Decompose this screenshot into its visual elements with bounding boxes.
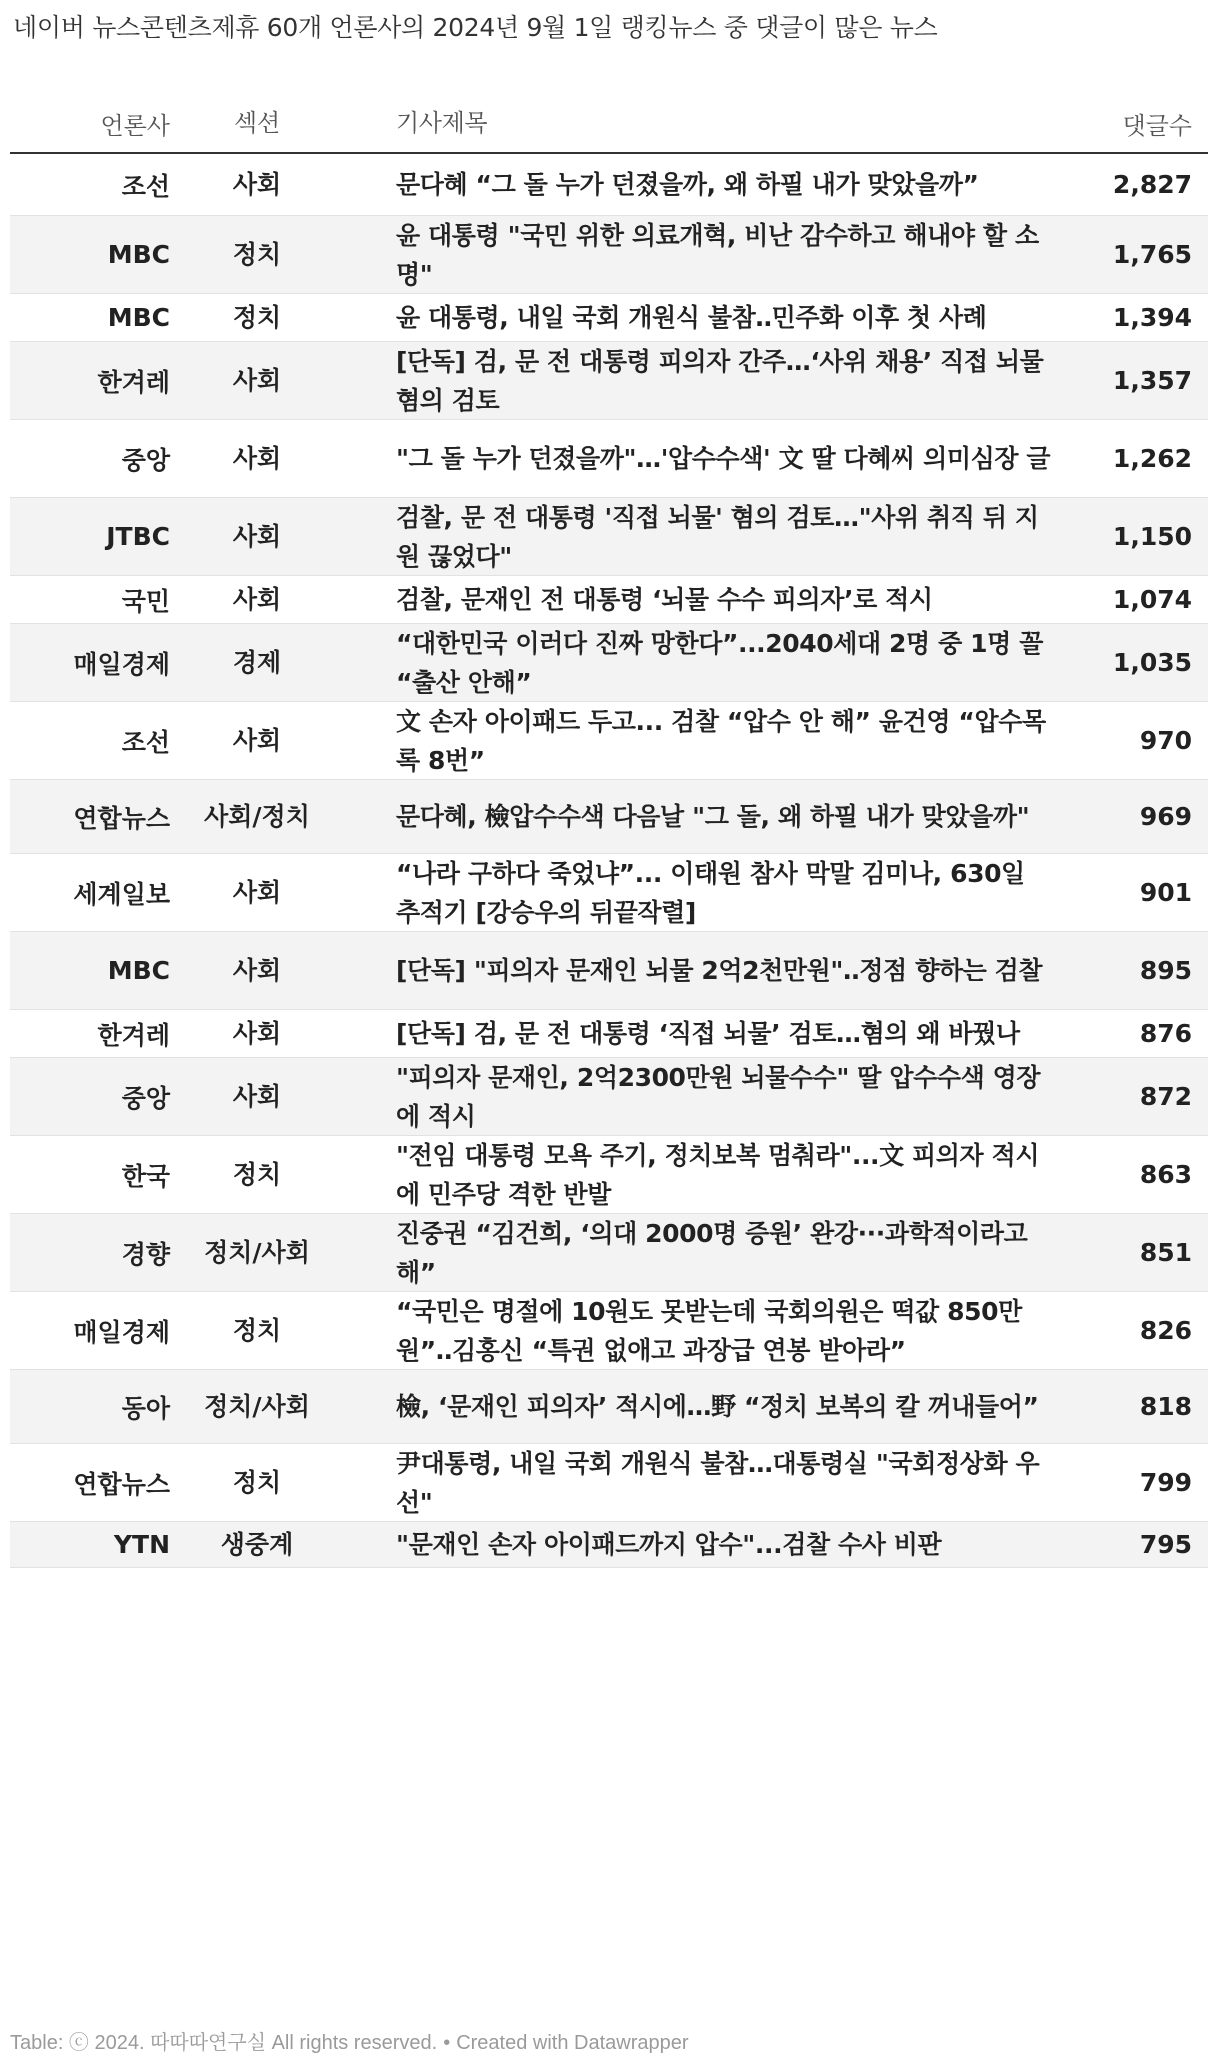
cell-outlet: 동아: [121, 1393, 170, 1423]
header-outlet: 언론사: [100, 111, 170, 140]
cell-comments: 1,394: [1112, 303, 1192, 332]
cell-outlet: 중앙: [121, 445, 170, 475]
cell-section: 경제: [232, 647, 282, 677]
cell-headline: "그 돌 누가 던졌을까"…'압수수색' 文 딸 다혜씨 의미심장 글: [396, 444, 1051, 473]
cell-section: 사회: [232, 955, 282, 985]
cell-headline: [단독] 검, 문 전 대통령 ‘직접 뇌물’ 검토…혐의 왜 바꿨나: [396, 1019, 1020, 1048]
cell-comments: 876: [1139, 1019, 1192, 1048]
cell-headline: "전임 대통령 모욕 주기, 정치보복 멈춰라"...文 피의자 적시에 민주당 격한 반발: [396, 1140, 1040, 1209]
cell-section: 정치: [232, 239, 282, 269]
table-row: [10, 1136, 1208, 1214]
cell-headline: 검찰, 문 전 대통령 '직접 뇌물' 혐의 검토…"사위 취직 뒤 지원 끊었다": [396, 502, 1039, 571]
cell-headline: 윤 대통령, 내일 국회 개원식 불참‥민주화 이후 첫 사례: [396, 303, 987, 332]
cell-headline: "문재인 손자 아이패드까지 압수"...검찰 수사 비판: [396, 1530, 942, 1559]
cell-section: 사회/정치: [204, 801, 310, 831]
cell-headline: “국민은 명절에 10원도 못받는데 국회의원은 떡값 850만원”‥김홍신 “특권 없애고 과장급 연봉 받아라”: [396, 1296, 1022, 1365]
cell-section: 사회: [232, 1081, 282, 1111]
cell-headline: 진중권 “김건희, ‘의대 2000명 증원’ 완강···과학적이라고 해”: [396, 1218, 1028, 1287]
cell-section: 정치: [232, 1159, 282, 1189]
cell-comments: 1,357: [1112, 366, 1192, 395]
cell-outlet: 조선: [121, 171, 170, 201]
cell-headline: “나라 구하다 죽었냐”... 이태원 참사 막말 김미나, 630일 추적기 [강승우의 뒤끝작렬]: [396, 858, 1025, 927]
cell-section: 정치: [232, 1315, 282, 1345]
cell-comments: 1,765: [1112, 240, 1192, 269]
cell-section: 정치: [232, 1467, 282, 1497]
cell-headline: 검찰, 문재인 전 대통령 ‘뇌물 수수 피의자’로 적시: [396, 585, 933, 614]
cell-headline: 윤 대통령 "국민 위한 의료개혁, 비난 감수하고 해내야 할 소명": [396, 220, 1039, 289]
table-row: [10, 420, 1208, 498]
cell-section: 생중계: [220, 1529, 294, 1559]
table-row: [10, 702, 1208, 780]
cell-comments: 2,827: [1112, 170, 1192, 199]
cell-comments: 872: [1139, 1082, 1192, 1111]
table-row: [10, 1370, 1208, 1444]
table-row: [10, 216, 1208, 294]
cell-section: 사회: [232, 365, 282, 395]
cell-comments: 826: [1139, 1316, 1192, 1345]
table-row: [10, 154, 1208, 216]
cell-headline: "피의자 문재인, 2억2300만원 뇌물수수" 딸 압수수색 영장에 적시: [396, 1062, 1041, 1131]
table-row: [10, 1444, 1208, 1522]
footer: [10, 2026, 689, 2055]
table-body: [10, 154, 1208, 1568]
cell-comments: 1,074: [1112, 585, 1192, 614]
cell-section: 사회: [232, 584, 282, 614]
cell-outlet: 매일경제: [73, 649, 170, 679]
cell-section: 정치/사회: [204, 1391, 310, 1421]
cell-section: 정치: [232, 302, 282, 332]
cell-section: 사회: [232, 877, 282, 907]
cell-outlet: 한겨레: [97, 1020, 170, 1050]
cell-outlet: YTN: [113, 1530, 170, 1559]
cell-headline: 尹대통령, 내일 국회 개원식 불참…대통령실 "국회정상화 우선": [396, 1448, 1040, 1517]
table-row: [10, 576, 1208, 624]
cell-outlet: 경향: [121, 1239, 170, 1269]
table-row: [10, 294, 1208, 342]
cell-outlet: 연합뉴스: [73, 803, 170, 833]
cell-outlet: MBC: [107, 240, 170, 269]
cell-headline: [단독] "피의자 문재인 뇌물 2억2천만원"‥정점 향하는 검찰: [396, 956, 1043, 985]
cell-outlet: MBC: [107, 303, 170, 332]
cell-section: 사회: [232, 725, 282, 755]
cell-outlet: MBC: [107, 956, 170, 985]
cell-comments: 1,150: [1112, 522, 1192, 551]
cell-outlet: 세계일보: [73, 879, 170, 909]
footer-separator: •: [443, 2032, 451, 2054]
cell-comments: 970: [1139, 726, 1192, 755]
table-row: [10, 1058, 1208, 1136]
cell-comments: 818: [1139, 1392, 1192, 1421]
cell-headline: [단독] 검, 문 전 대통령 피의자 간주…‘사위 채용’ 직접 뇌물 혐의 검토: [396, 346, 1044, 415]
header-section: 섹션: [233, 109, 281, 137]
cell-comments: 1,035: [1112, 648, 1192, 677]
cell-headline: 文 손자 아이패드 두고... 검찰 “압수 안 해” 윤건영 “압수목록 8번”: [396, 706, 1046, 775]
cell-outlet: 중앙: [121, 1083, 170, 1113]
cell-comments: 895: [1139, 956, 1192, 985]
header-headline: 기사제목: [396, 108, 488, 137]
table-row: [10, 1010, 1208, 1058]
ranking-table: [10, 94, 1208, 1568]
table-row: [10, 1522, 1208, 1568]
cell-comments: 901: [1139, 878, 1192, 907]
table-row: [10, 932, 1208, 1010]
cell-outlet: 한국: [121, 1161, 170, 1191]
cell-outlet: 국민: [121, 586, 170, 616]
cell-outlet: 연합뉴스: [73, 1469, 170, 1499]
cell-comments: 969: [1139, 802, 1192, 831]
cell-section: 사회: [232, 443, 282, 473]
cell-comments: 863: [1139, 1160, 1192, 1189]
table-header: [10, 94, 1208, 154]
table-row: [10, 780, 1208, 854]
table-row: [10, 1292, 1208, 1370]
cell-section: 사회: [232, 1018, 282, 1048]
table-row: [10, 624, 1208, 702]
cell-comments: 799: [1139, 1468, 1192, 1497]
cell-comments: 1,262: [1112, 444, 1192, 473]
table-row: [10, 854, 1208, 932]
footer-created-with[interactable]: Created with Datawrapper: [456, 2032, 689, 2054]
table-row: [10, 498, 1208, 576]
cell-headline: 檢, ‘문재인 피의자’ 적시에…野 “정치 보복의 칼 꺼내들어”: [396, 1392, 1039, 1421]
table-row: [10, 342, 1208, 420]
cell-section: 사회: [232, 521, 282, 551]
cell-headline: 문다혜 “그 돌 누가 던졌을까, 왜 하필 내가 맞았을까”: [396, 170, 979, 199]
cell-outlet: JTBC: [106, 522, 170, 551]
footer-credit: Table: ⓒ 2024. 따따따연구실 All rights reserved.: [10, 2032, 438, 2054]
cell-headline: “대한민국 이러다 진짜 망한다”...2040세대 2명 중 1명 꼴 “출산 안해”: [396, 628, 1043, 697]
cell-section: 사회: [232, 169, 282, 199]
cell-section: 정치/사회: [204, 1237, 310, 1267]
cell-comments: 851: [1139, 1238, 1192, 1267]
cell-outlet: 한겨레: [97, 367, 170, 397]
table-row: [10, 1214, 1208, 1292]
cell-headline: 문다혜, 檢압수수색 다음날 "그 돌, 왜 하필 내가 맞았을까": [396, 802, 1030, 831]
cell-outlet: 조선: [121, 727, 170, 757]
cell-comments: 795: [1139, 1530, 1192, 1559]
chart-title: 네이버 뉴스콘텐츠제휴 60개 언론사의 2024년 9월 1일 랭킹뉴스 중 댓글이 많은 뉴스: [13, 13, 938, 42]
cell-outlet: 매일경제: [73, 1317, 170, 1347]
header-comments: 댓글수: [1122, 111, 1192, 140]
